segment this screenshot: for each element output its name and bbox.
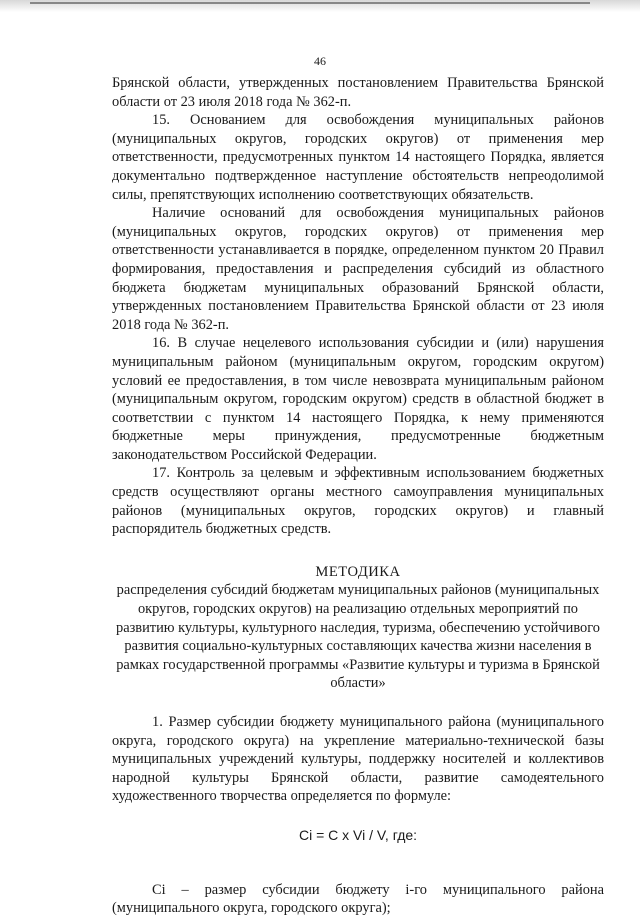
- formula: Ci = C x Vi / V, где:: [298, 826, 418, 843]
- methodology-subtitle: распределения субсидий бюджетам муниципальных районов (муниципальных округов, городских округов) на реализацию отдельных мероприятий по развитию культуры, культурного наследия, туризма, обеспечению устойчивого развития социально-культурных составляющих качества жизни населения в рамках государственной программы «Развитие культуры и туризма в Брянской области»: [116, 582, 600, 692]
- definition-ci: Ci – размер субсидии бюджету i-го муниципального района (муниципального округа, городского округа);: [112, 881, 604, 917]
- paragraph-15: 15. Основанием для освобождения муниципальных районов (муниципальных округов, городских округов) от применения мер ответственности, предусмотренных пунктом 14 настоящего Порядка, является документально подтвержденное наступление обстоятельств непреодолимой силы, препятствующих исполнению соответствующих обязательств.: [112, 112, 604, 203]
- paragraph-15-exemption: Наличие оснований для освобождения муниципальных районов (муниципальных округов, городских округов) от применения мер ответственности устанавливается в порядке, определенном пунктом 20 Правил формирования, предоставления и распределения субсидий из областного бюджета бюджетам муниципальных образований Брянской области, утвержденных постановлением Правительства Брянской области от 23 июля 2018 года № 362-п.: [112, 205, 604, 333]
- paragraph-17: 17. Контроль за целевым и эффективным использованием бюджетных средств осуществляют органы местного самоуправления муниципальных районов (муниципальных округов, городских округов) и главный распорядитель бюджетных средств.: [112, 465, 604, 538]
- methodology-title: МЕТОДИКА: [315, 563, 401, 580]
- document-body: [112, 74, 604, 918]
- page-number: 46: [314, 54, 326, 68]
- paragraph-16: 16. В случае нецелевого использования субсидии и (или) нарушения муниципальным районом (муниципальным округом, городским округом) условий ее предоставления, в том числе невозврата муниципальным районом (муниципальным округом, городским округом) средств в областной бюджет в соответствии с пунктом 14 настоящего Порядка, к нему применяются бюджетные меры принуждения, предусмотренные бюджетным законодательством Российской Федерации.: [112, 335, 604, 463]
- scan-artifact-line: [30, 2, 590, 4]
- paragraph-continuation: Брянской области, утвержденных постановлением Правительства Брянской области от 23 июля 2018 года № 362-п.: [112, 75, 604, 110]
- methodology-item-1: 1. Размер субсидии бюджету муниципального района (муниципального округа, городского округа) на укрепление материально-технической базы муниципальных учреждений культуры, поддержку носителей и коллективов народной культуры Брянской области, развитие самодеятельного художественного творчества определяется по формуле:: [112, 714, 604, 805]
